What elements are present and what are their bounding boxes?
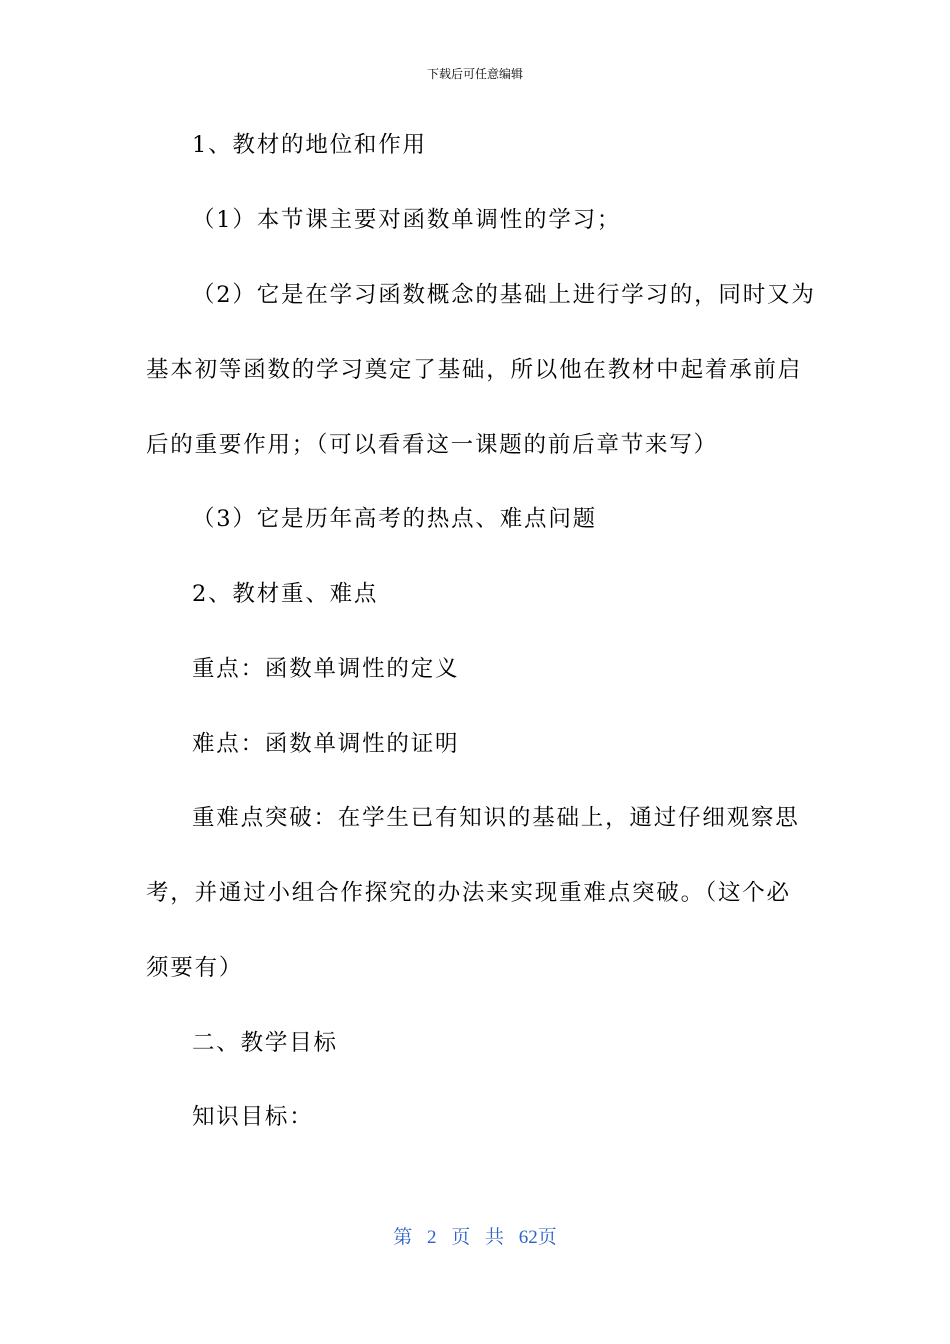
section-heading-key-points: 2、教材重、难点 — [192, 581, 379, 607]
paragraph-line: （3）它是历年高考的热点、难点问题 — [192, 506, 597, 532]
section-heading-textbook-role: 1、教材的地位和作用 — [192, 132, 427, 158]
paragraph-line: 基本初等函数的学习奠定了基础，所以他在教材中起着承前启 — [146, 357, 803, 383]
paragraph-line: （1）本节课主要对函数单调性的学习； — [192, 207, 622, 233]
page-footer: 第 2 页 共 62页 — [393, 1227, 557, 1248]
page-header: 下载后可任意编辑 — [426, 67, 523, 81]
paragraph-line: 难点：函数单调性的证明 — [192, 731, 460, 757]
paragraph-line: 知识目标： — [192, 1104, 314, 1130]
paragraph-line: 重难点突破：在学生已有知识的基础上，通过仔细观察思 — [192, 805, 800, 831]
section-heading-teaching-goals: 二、教学目标 — [192, 1030, 338, 1056]
paragraph-line: 重点：函数单调性的定义 — [192, 656, 460, 682]
paragraph-line: 须要有） — [146, 955, 244, 981]
paragraph-line: 考，并通过小组合作探究的办法来实现重难点突破。（这个必 — [146, 880, 791, 906]
paragraph-line: 后的重要作用；（可以看看这一课题的前后章节来写） — [146, 432, 718, 458]
paragraph-line: （2）它是在学习函数概念的基础上进行学习的，同时又为 — [192, 282, 816, 308]
